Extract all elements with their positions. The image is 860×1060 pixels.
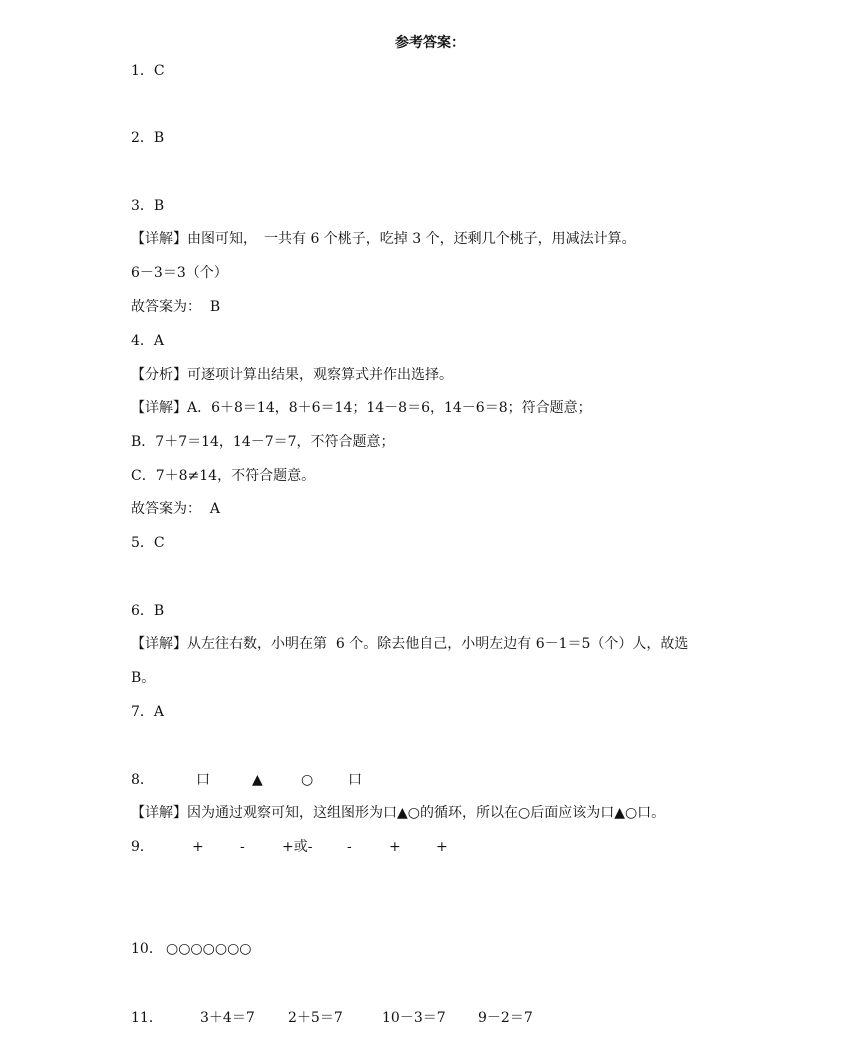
answer-6-detail-cont: B。	[131, 670, 156, 686]
answer-11-number: 11．	[131, 1010, 163, 1026]
answer-8-shape: ▲	[252, 772, 263, 788]
answer-3: 3．B	[131, 198, 165, 214]
answer-10-circles: ○○○○○○○	[166, 941, 252, 957]
answer-6-detail: 【详解】从左往右数，小明在第 6 个。除去他自己，小明左边有 6－1＝5（个）人，故选	[131, 636, 689, 652]
answer-4-option-b: B．7＋7＝14，14－7＝7，不符合题意；	[131, 434, 395, 450]
answer-11-equation: 9－2＝7	[478, 1010, 533, 1026]
answer-3-equation: 6－3＝3（个）	[131, 265, 228, 281]
answer-8-number: 8．	[131, 772, 154, 788]
answer-9-sign: +	[192, 839, 204, 855]
answer-6: 6．B	[131, 603, 165, 619]
answer-11-equation: 2＋5＝7	[288, 1010, 343, 1026]
answer-9-sign: +或-	[282, 839, 313, 855]
answer-3-conclusion: 故答案为： B	[131, 299, 221, 315]
answer-9-sign: +	[389, 839, 401, 855]
answer-4: 4．A	[131, 333, 165, 349]
answer-5: 5．C	[131, 535, 165, 551]
answer-3-detail: 【详解】由图可知， 一共有 6 个桃子，吃掉 3 个，还剩几个桃子，用减法计算。	[131, 231, 636, 247]
answer-9-sign: -	[347, 839, 352, 855]
answer-title: 参考答案：	[395, 35, 465, 51]
answer-1: 1．C	[131, 63, 165, 79]
answer-8-shape: 口	[196, 772, 210, 788]
answer-7: 7．A	[131, 704, 165, 720]
answer-9-sign: -	[240, 839, 245, 855]
answer-9-number: 9．	[131, 839, 154, 855]
answer-2: 2．B	[131, 130, 165, 146]
answer-8-detail: 【详解】因为通过观察可知，这组图形为口▲○的循环，所以在○后面应该为口▲○口。	[131, 805, 666, 821]
answer-4-analysis: 【分析】可逐项计算出结果，观察算式并作出选择。	[131, 367, 453, 383]
answer-10-number: 10．	[131, 941, 163, 957]
answer-11-equation: 10－3＝7	[382, 1010, 446, 1026]
answer-4-option-c: C．7＋8≠14，不符合题意。	[131, 468, 316, 484]
answer-4-conclusion: 故答案为： A	[131, 501, 221, 517]
answer-11-equation: 3＋4＝7	[200, 1010, 255, 1026]
answer-4-detail: 【详解】A．6＋8＝14，8＋6＝14；14－8＝6，14－6＝8；符合题意；	[131, 400, 592, 416]
answer-9-sign: +	[436, 839, 448, 855]
answer-8-shape: 口	[348, 772, 362, 788]
answer-8-shape: ○	[301, 772, 314, 788]
